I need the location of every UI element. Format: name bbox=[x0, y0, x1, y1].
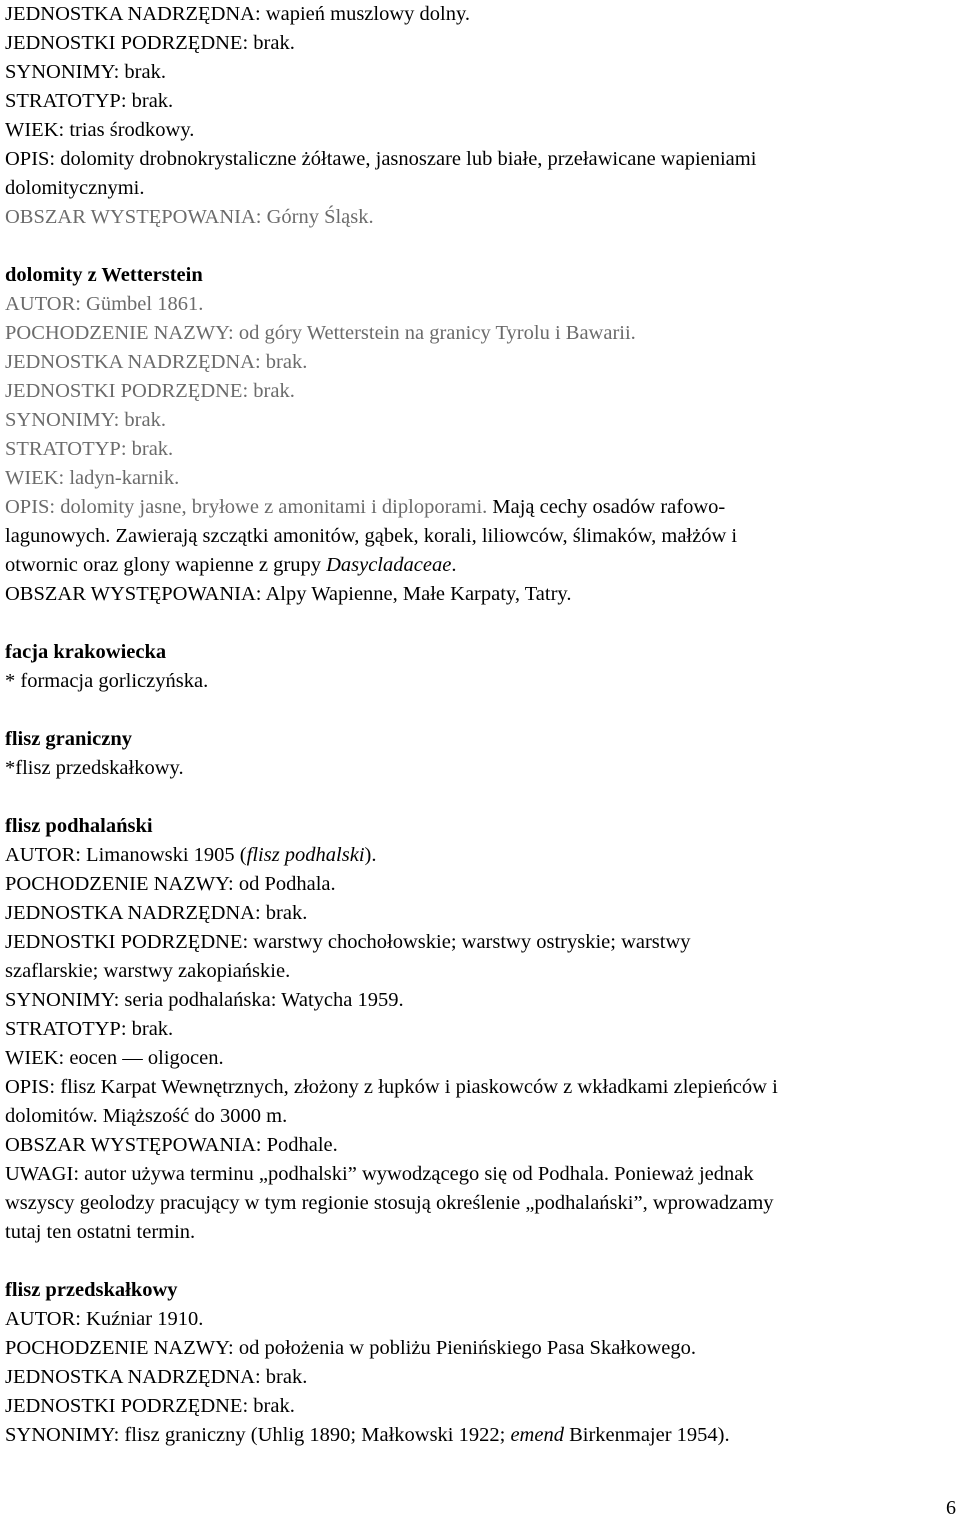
synonyms-line bbox=[5, 1421, 960, 1450]
description-line: dolomitów. Miąższość do 3000 m. bbox=[5, 1105, 288, 1127]
notes-line: UWAGI: autor używa terminu „podhalski” wywodzącego się od Podhala. Ponieważ jednak bbox=[5, 1163, 754, 1185]
description-line: lagunowych. Zawierają szczątki amonitów, gąbek, korali, liliowców, ślimaków, małżów i bbox=[5, 525, 738, 547]
description-part: Mają cechy osadów rafowo- bbox=[487, 496, 726, 518]
age-line: WIEK: trias środkowy. bbox=[5, 119, 195, 141]
document-page bbox=[5, 0, 960, 1450]
sub-units-line: JEDNOSTKI PODRZĘDNE: warstwy chochołowskie; warstwy ostryskie; warstwy bbox=[5, 931, 691, 953]
author-part: AUTOR: Limanowski 1905 ( bbox=[5, 844, 247, 866]
area-line: OBSZAR WYSTĘPOWANIA: Podhale. bbox=[5, 1134, 338, 1156]
sub-units-line: JEDNOSTKI PODRZĘDNE: brak. bbox=[5, 32, 295, 54]
sub-units-line: JEDNOSTKI PODRZĘDNE: brak. bbox=[5, 1395, 295, 1417]
original-name: flisz podhalski bbox=[246, 844, 365, 866]
entry-facja-krakowiecka bbox=[5, 638, 960, 696]
entry-continued bbox=[5, 0, 960, 232]
description-line bbox=[5, 551, 960, 580]
sub-units-line: JEDNOSTKI PODRZĘDNE: brak. bbox=[5, 380, 295, 402]
age-line: WIEK: ladyn-karnik. bbox=[5, 467, 180, 489]
age-line: WIEK: eocen — oligocen. bbox=[5, 1047, 224, 1069]
sub-units-line: szaflarskie; warstwy zakopiańskie. bbox=[5, 960, 291, 982]
stratotype-line: STRATOTYP: brak. bbox=[5, 438, 174, 460]
notes-line: wszyscy geolodzy pracujący w tym regionie stosują określenie „podhalański”, wprowadzamy bbox=[5, 1192, 774, 1214]
origin-line: POCHODZENIE NAZWY: od góry Wetterstein na granicy Tyrolu i Bawarii. bbox=[5, 322, 636, 344]
stratotype-line: STRATOTYP: brak. bbox=[5, 90, 174, 112]
description-line bbox=[5, 493, 960, 522]
author-line: AUTOR: Kuźniar 1910. bbox=[5, 1308, 204, 1330]
entry-flisz-graniczny bbox=[5, 725, 960, 783]
description-line: dolomitycznymi. bbox=[5, 177, 145, 199]
author-line bbox=[5, 841, 960, 870]
synonyms-line: SYNONIMY: seria podhalańska: Watycha 1959. bbox=[5, 989, 404, 1011]
entry-title: dolomity z Wetterstein bbox=[5, 264, 203, 286]
parent-unit-line: JEDNOSTKA NADRZĘDNA: brak. bbox=[5, 1366, 308, 1388]
description-line: OPIS: dolomity drobnokrystaliczne żółtawe, jasnoszare lub białe, przeławicane wapieniami bbox=[5, 148, 757, 170]
author-part: ). bbox=[364, 844, 377, 866]
entry-title: flisz graniczny bbox=[5, 728, 132, 750]
cross-reference-line: *flisz przedskałkowy. bbox=[5, 757, 184, 779]
description-part: otwornic oraz glony wapienne z grupy bbox=[5, 554, 327, 576]
notes-line: tutaj ten ostatni termin. bbox=[5, 1221, 196, 1243]
synonyms-line: SYNONIMY: brak. bbox=[5, 61, 166, 83]
origin-line: POCHODZENIE NAZWY: od Podhala. bbox=[5, 873, 336, 895]
entry-flisz-przedskalkowy bbox=[5, 1276, 960, 1450]
page-number: 6 bbox=[946, 1497, 956, 1519]
entry-title: flisz podhalański bbox=[5, 815, 153, 837]
parent-unit-line: JEDNOSTKA NADRZĘDNA: wapień muszlowy dolny. bbox=[5, 3, 471, 25]
area-line: OBSZAR WYSTĘPOWANIA: Alpy Wapienne, Małe Karpaty, Tatry. bbox=[5, 583, 572, 605]
description-part: . bbox=[451, 554, 457, 576]
description-part: OPIS: dolomity jasne, bryłowe z amonitami i diploporami. bbox=[5, 496, 488, 518]
entry-title: facja krakowiecka bbox=[5, 641, 167, 663]
entry-dolomity-z-wetterstein bbox=[5, 261, 960, 609]
area-line: OBSZAR WYSTĘPOWANIA: Górny Śląsk. bbox=[5, 206, 374, 228]
cross-reference-line: * formacja gorliczyńska. bbox=[5, 670, 209, 692]
synonyms-part: Birkenmajer 1954). bbox=[563, 1424, 730, 1446]
author-line: AUTOR: Gümbel 1861. bbox=[5, 293, 204, 315]
synonyms-part: SYNONIMY: flisz graniczny (Uhlig 1890; Małkowski 1922; bbox=[5, 1424, 511, 1446]
stratotype-line: STRATOTYP: brak. bbox=[5, 1018, 174, 1040]
entry-flisz-podhalanski bbox=[5, 812, 960, 1247]
emend-word: emend bbox=[510, 1424, 564, 1446]
parent-unit-line: JEDNOSTKA NADRZĘDNA: brak. bbox=[5, 902, 308, 924]
entry-title: flisz przedskałkowy bbox=[5, 1279, 178, 1301]
origin-line: POCHODZENIE NAZWY: od położenia w pobliżu Pienińskiego Pasa Skałkowego. bbox=[5, 1337, 697, 1359]
parent-unit-line: JEDNOSTKA NADRZĘDNA: brak. bbox=[5, 351, 308, 373]
synonyms-line: SYNONIMY: brak. bbox=[5, 409, 166, 431]
description-line: OPIS: flisz Karpat Wewnętrznych, złożony z łupków i piaskowców z wkładkami zlepieńców i bbox=[5, 1076, 778, 1098]
taxon-name: Dasycladaceae bbox=[326, 554, 452, 576]
